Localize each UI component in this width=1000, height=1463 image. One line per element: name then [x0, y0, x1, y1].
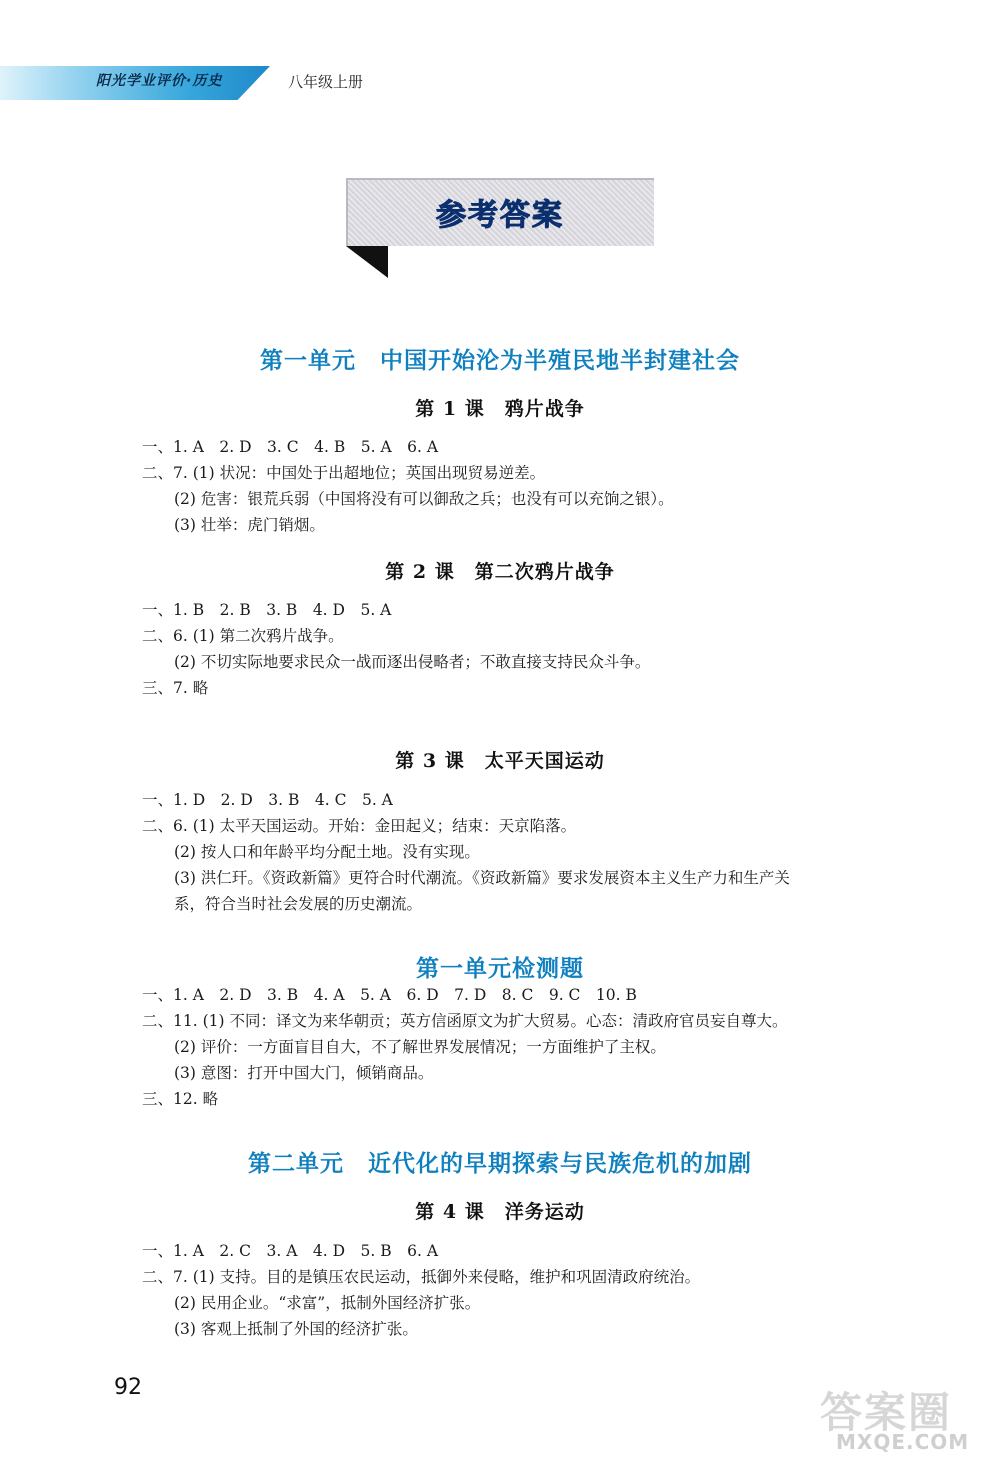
- lesson1-line-1: 一、1. A 2. D 3. C 4. B 5. A 6. A: [142, 438, 439, 456]
- lesson2-line-1: 一、1. B 2. B 3. B 4. D 5. A: [142, 601, 392, 619]
- banner-tail: [346, 246, 388, 278]
- lesson2-line-2: 二、6. (1) 第二次鸦片战争。: [142, 627, 344, 645]
- test-line-5: 三、12. 略: [142, 1090, 219, 1108]
- lesson3-line-5: 系，符合当时社会发展的历史潮流。: [174, 895, 423, 913]
- test-line-3: (2) 评价：一方面盲目自大，不了解世界发展情况；一方面维护了主权。: [174, 1038, 666, 1056]
- lesson1-line-4: (3) 壮举：虎门销烟。: [174, 516, 325, 534]
- book-title: 阳光学业评价·历史: [96, 73, 223, 89]
- lesson3-line-4: (3) 洪仁玕。《资政新篇》更符合时代潮流。《资政新篇》要求发展资本主义生产力和生产关: [174, 869, 790, 887]
- lesson4-line-3: (2) 民用企业。“求富”，抵制外国经济扩张。: [174, 1294, 481, 1312]
- test-line-4: (3) 意图：打开中国大门，倾销商品。: [174, 1064, 434, 1082]
- lesson2-line-4: 三、7. 略: [142, 679, 209, 697]
- lesson2-title: 第 2 课 第二次鸦片战争: [385, 561, 615, 583]
- lesson4-title: 第 4 课 洋务运动: [415, 1201, 585, 1223]
- grade-label: 八年级上册: [288, 73, 364, 91]
- lesson1-line-3: (2) 危害：银荒兵弱（中国将没有可以御敌之兵；也没有可以充饷之银）。: [174, 490, 674, 508]
- lesson4-line-4: (3) 客观上抵制了外国的经济扩张。: [174, 1320, 418, 1338]
- unit2-title: 第二单元 近代化的早期探索与民族危机的加剧: [248, 1150, 752, 1177]
- unit1-test-title: 第一单元检测题: [416, 955, 584, 982]
- watermark-url: MXQE.COM: [836, 1430, 970, 1454]
- test-line-2: 二、11. (1) 不同：译文为来华朝贡；英方信函原文为扩大贸易。心态：清政府官员妄自尊大。: [142, 1012, 788, 1030]
- lesson4-line-1: 一、1. A 2. C 3. A 4. D 5. B 6. A: [142, 1242, 439, 1260]
- lesson3-line-3: (2) 按人口和年龄平均分配土地。没有实现。: [174, 843, 480, 861]
- lesson2-line-3: (2) 不切实际地要求民众一战而逐出侵略者；不敢直接支持民众斗争。: [174, 653, 651, 671]
- lesson4-line-2: 二、7. (1) 支持。目的是镇压农民运动，抵御外来侵略，维护和巩固清政府统治。: [142, 1268, 701, 1286]
- lesson3-line-1: 一、1. D 2. D 3. B 4. C 5. A: [142, 791, 393, 809]
- banner-title: 参考答案: [436, 198, 564, 233]
- watermark-text: 答案圈: [820, 1388, 953, 1437]
- lesson1-title: 第 1 课 鸦片战争: [415, 398, 585, 420]
- test-line-1: 一、1. A 2. D 3. B 4. A 5. A 6. D 7. D 8. C 9. C 10. B: [142, 986, 637, 1004]
- unit1-title: 第一单元 中国开始沦为半殖民地半封建社会: [260, 347, 740, 374]
- answer-banner: [346, 178, 654, 246]
- lesson3-line-2: 二、6. (1) 太平天国运动。开始：金田起义；结束：天京陷落。: [142, 817, 577, 835]
- lesson1-line-2: 二、7. (1) 状况：中国处于出超地位；英国出现贸易逆差。: [142, 464, 546, 482]
- page-number: 92: [114, 1375, 142, 1400]
- watermark-logo: [820, 1380, 990, 1458]
- lesson3-title: 第 3 课 太平天国运动: [395, 750, 605, 772]
